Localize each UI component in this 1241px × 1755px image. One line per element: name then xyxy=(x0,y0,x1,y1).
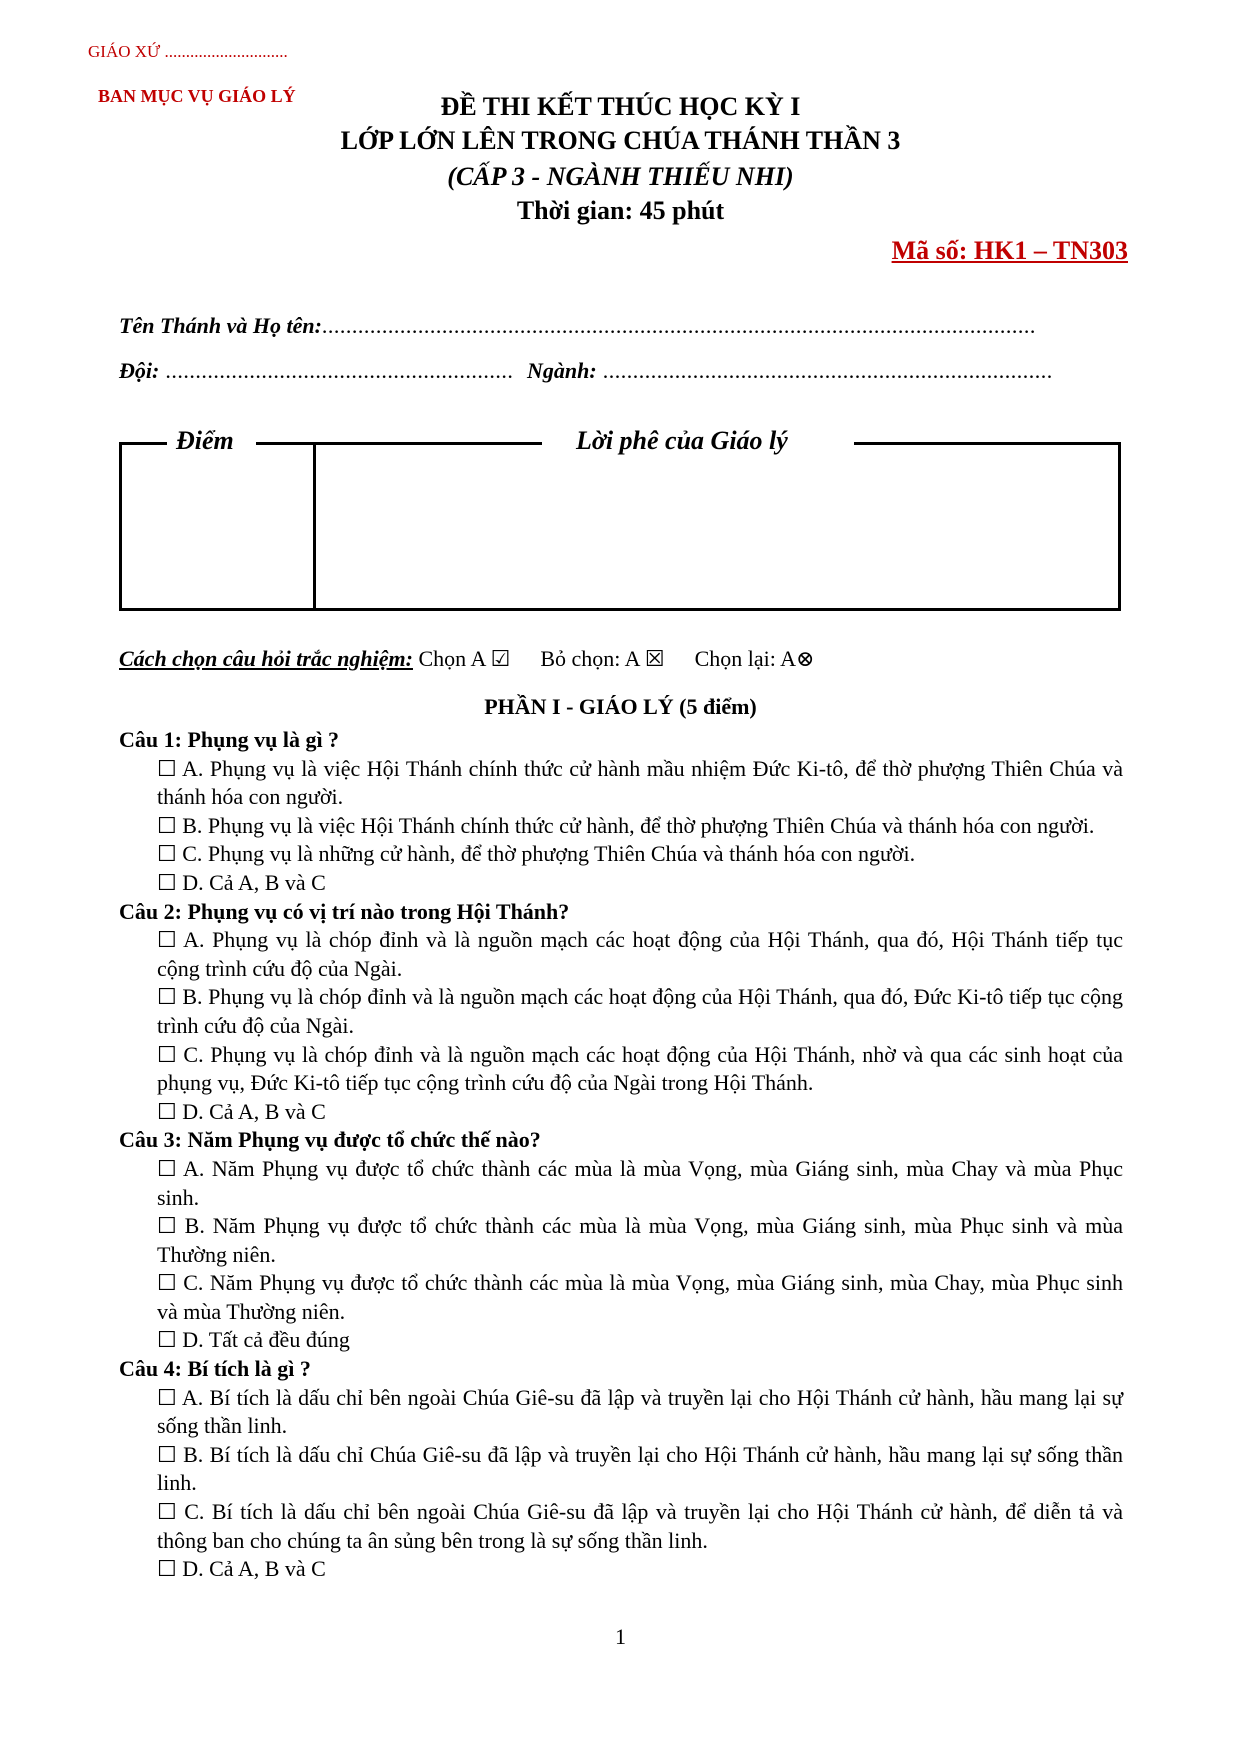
answer-option-d[interactable]: ☐ D. Cả A, B và C xyxy=(157,1098,326,1124)
answer-option-c[interactable]: ☐ C. Năm Phụng vụ được tổ chức thành các mùa là mùa Vọng, mùa Giáng sinh, mùa Chay, mùa Phục sinh và mùa Thường niên. xyxy=(157,1270,1123,1324)
duration-title: Thời gian: 45 phút xyxy=(516,196,725,225)
instruction-unchoose: Bỏ chọn: A ☒ xyxy=(540,646,665,671)
answer-option-d[interactable]: ☐ D. Cả A, B và C xyxy=(157,1556,326,1582)
answer-option-b[interactable]: ☐ B. Phụng vụ là việc Hội Thánh chính thức cử hành, để thờ phượng Thiên Chúa và thánh hóa con người. xyxy=(157,812,1095,838)
section-title: PHẦN I - GIÁO LÝ (5 điểm) xyxy=(484,694,757,719)
answer-option-c[interactable]: ☐ C. Phụng vụ là chóp đỉnh và là nguồn mạch các hoạt động của Hội Thánh, nhờ và qua các sinh hoạt của phụng vụ, Đức Ki-tô tiếp tục cộng trình cứu độ của Ngài trong Hội Thánh. xyxy=(157,1041,1123,1096)
exam-title: ĐỀ THI KẾT THÚC HỌC KỲ I xyxy=(440,92,801,121)
name-field[interactable] xyxy=(119,313,1036,339)
question-3 xyxy=(119,1126,1123,1355)
name-field-label: Tên Thánh và Họ tên: xyxy=(119,313,322,338)
score-area[interactable] xyxy=(119,444,313,611)
answer-option-d[interactable]: ☐ D. Cả A, B và C xyxy=(157,869,326,895)
branch-field-dots: ........................................................................... xyxy=(596,358,1053,383)
answer-option-a[interactable]: ☐ A. Phụng vụ là chóp đỉnh và là nguồn mạch các hoạt động của Hội Thánh, qua đó, Hội Thánh tiếp tục cộng trình cứu độ của Ngài. xyxy=(157,927,1123,981)
answer-instructions xyxy=(119,646,814,672)
team-field-label: Đội: xyxy=(119,358,160,383)
question-1 xyxy=(119,726,1123,898)
answer-option-b[interactable]: ☐ B. Năm Phụng vụ được tổ chức thành các mùa là mùa Vọng, mùa Giáng sinh, mùa Phục sinh và mùa Thường niên. xyxy=(157,1213,1123,1267)
question-title: Câu 2: Phụng vụ có vị trí nào trong Hội Thánh? xyxy=(119,898,570,924)
instruction-rechoose: Chọn lại: A⊗ xyxy=(694,646,815,671)
question-2 xyxy=(119,898,1123,1127)
level-title: (CẤP 3 - NGÀNH THIẾU NHI) xyxy=(447,162,794,191)
parish-label: GIÁO XỨ ............................. xyxy=(88,42,288,61)
answer-option-a[interactable]: ☐ A. Năm Phụng vụ được tổ chức thành các mùa là mùa Vọng, mùa Giáng sinh, mùa Chay và mùa Phục sinh. xyxy=(157,1155,1123,1210)
score-label: Điểm xyxy=(176,426,234,455)
page-number: 1 xyxy=(615,1624,626,1649)
question-title: Câu 4: Bí tích là gì ? xyxy=(119,1356,311,1382)
branch-field-label: Ngành: xyxy=(527,358,597,383)
answer-option-b[interactable]: ☐ B. Bí tích là dấu chỉ Chúa Giê-su đã lập và truyền lại cho Hội Thánh cử hành, hầu mang lại sự sống thần linh. xyxy=(157,1441,1123,1496)
answer-option-b[interactable]: ☐ B. Phụng vụ là chóp đỉnh và là nguồn mạch các hoạt động của Hội Thánh, qua đó, Đức Ki-tô tiếp tục cộng trình cứu độ của Ngài. xyxy=(157,984,1123,1038)
question-title: Câu 3: Năm Phụng vụ được tổ chức thế nào? xyxy=(119,1127,541,1153)
instructions-lead: Cách chọn câu hỏi trắc nghiệm: xyxy=(119,646,413,671)
answer-option-d[interactable]: ☐ D. Tất cả đều đúng xyxy=(157,1327,350,1353)
name-field-dots: ....................................................................................................................... xyxy=(321,313,1036,338)
branch-field[interactable] xyxy=(527,358,1053,384)
question-title: Câu 1: Phụng vụ là gì ? xyxy=(119,727,340,752)
comment-area[interactable] xyxy=(316,444,1121,611)
class-title: LỚP LỚN LÊN TRONG CHÚA THÁNH THẦN 3 xyxy=(340,126,901,155)
comment-label: Lời phê của Giáo lý xyxy=(576,426,788,455)
questions-list xyxy=(119,726,1123,1584)
answer-option-c[interactable]: ☐ C. Bí tích là dấu chỉ bên ngoài Chúa Giê-su đã lập và truyền lại cho Hội Thánh cử hành, để diễn tả và thông ban cho chúng ta ân sủng bên trong là sự sống thần linh. xyxy=(157,1499,1123,1553)
question-4 xyxy=(119,1355,1123,1584)
exam-code: Mã số: HK1 – TN303 xyxy=(891,236,1128,265)
instruction-choose: Chọn A ☑ xyxy=(418,646,511,671)
team-field[interactable] xyxy=(119,358,513,384)
answer-option-c[interactable]: ☐ C. Phụng vụ là những cử hành, để thờ phượng Thiên Chúa và thánh hóa con người. xyxy=(157,841,916,867)
answer-option-a[interactable]: ☐ A. Phụng vụ là việc Hội Thánh chính thức cử hành mầu nhiệm Đức Ki-tô, để thờ phượng Thiên Chúa và thánh hóa con người. xyxy=(157,755,1123,810)
team-field-dots: .......................................................... xyxy=(159,358,514,383)
committee-label: BAN MỤC VỤ GIÁO LÝ xyxy=(98,86,296,106)
answer-option-a[interactable]: ☐ A. Bí tích là dấu chỉ bên ngoài Chúa Giê-su đã lập và truyền lại cho Hội Thánh cử hành, hầu mang lại sự sống thần linh. xyxy=(157,1384,1123,1439)
